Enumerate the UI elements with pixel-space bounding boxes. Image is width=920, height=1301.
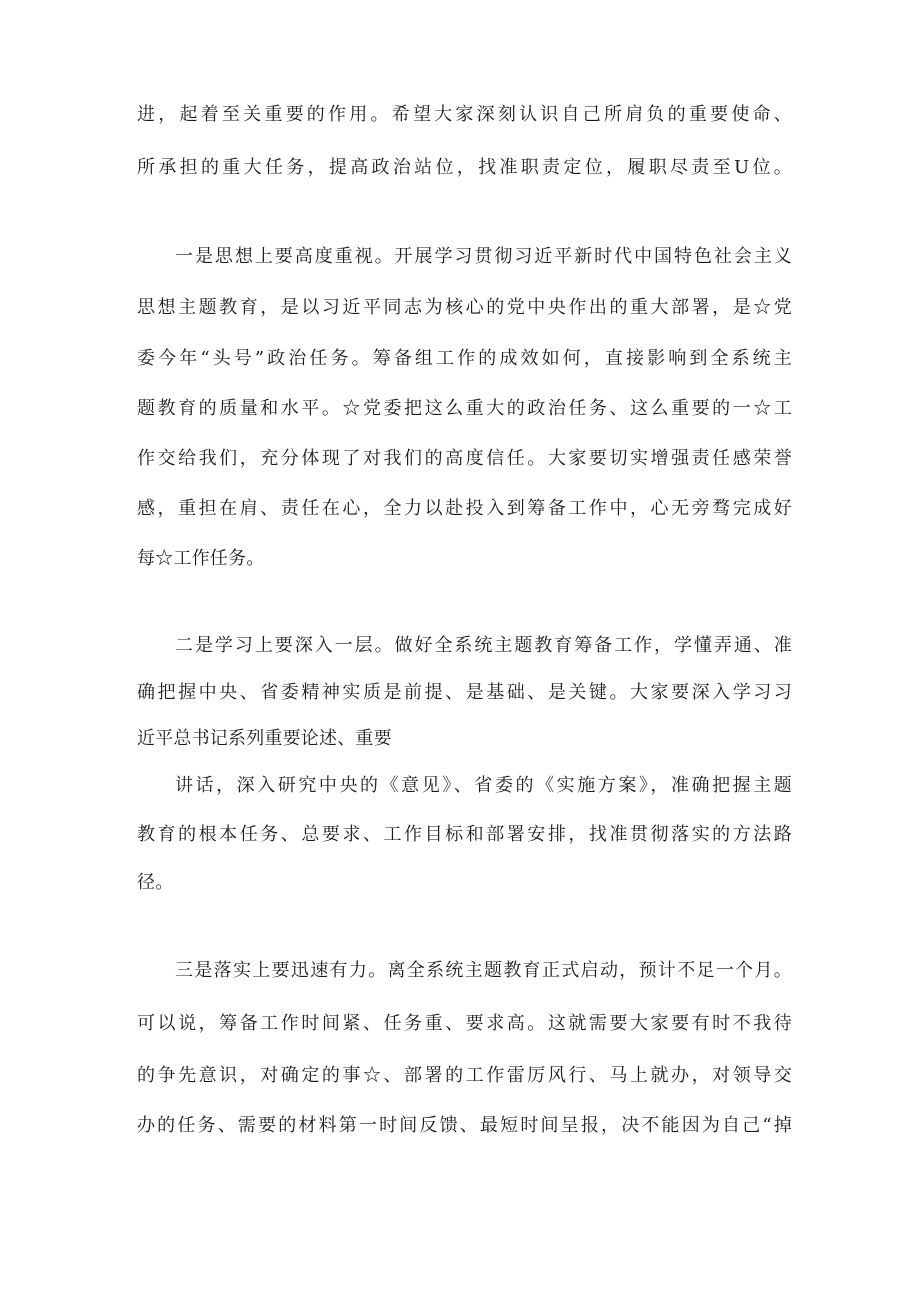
section1-line-1: 一是思想上要高度重视。开展学习贯彻习近平新时代中国特色社会主义 <box>175 246 792 267</box>
section3-line-1: 三是落实上要迅速有力。离全系统主题教育正式启动，预计不足一个月。 <box>175 960 792 981</box>
section2-line-2: 确把握中央、省委精神实质是前提、是基础、是关键。大家要深入学习习 <box>137 682 792 703</box>
section1-line-5: 作交给我们，充分体现了对我们的高度信任。大家要切实增强责任感荣誉 <box>137 448 792 469</box>
section1-line-3: 委今年“头号”政治任务。筹备组工作的成效如何，直接影响到全系统主 <box>137 348 792 369</box>
section3-line-2: 可以说，筹备工作时间紧、任务重、要求高。这就需要大家要有时不我待 <box>137 1013 792 1034</box>
section3-line-4: 办的任务、需要的材料第一时间反馈、最短时间呈报，决不能因为自己“掉 <box>137 1115 792 1136</box>
section2-line-4: 讲话，深入研究中央的《意见》、省委的《实施方案》，准确把握主题 <box>175 775 792 796</box>
section1-line-2: 思想主题教育，是以习近平同志为核心的党中央作出的重大部署，是☆党 <box>137 297 792 318</box>
section1-line-7: 每☆工作任务。 <box>137 548 265 569</box>
section1-line-4: 题教育的质量和水平。☆党委把这么重大的政治任务、这么重要的一☆工 <box>137 398 792 419</box>
intro-line-2: 所承担的重大任务，提高政治站位，找准职责定位，履职尽责至U位。 <box>137 157 792 178</box>
section2-line-5: 教育的根本任务、总要求、工作目标和部署安排，找准贯彻落实的方法路 <box>137 824 792 845</box>
intro-line-1: 进，起着至关重要的作用。希望大家深刻认识自己所肩负的重要使命、 <box>137 104 792 125</box>
section2-line-3: 近平总书记系列重要论述、重要 <box>137 728 392 749</box>
section1-line-6: 感，重担在肩、责任在心，全力以赴投入到筹备工作中，心无旁骛完成好 <box>137 498 792 519</box>
section2-line-1: 二是学习上要深入一层。做好全系统主题教育筹备工作，学懂弄通、准 <box>175 635 792 656</box>
section3-line-3: 的争先意识，对确定的事☆、部署的工作雷厉风行、马上就办，对领导交 <box>137 1065 792 1086</box>
section2-line-6: 径。 <box>137 872 174 893</box>
